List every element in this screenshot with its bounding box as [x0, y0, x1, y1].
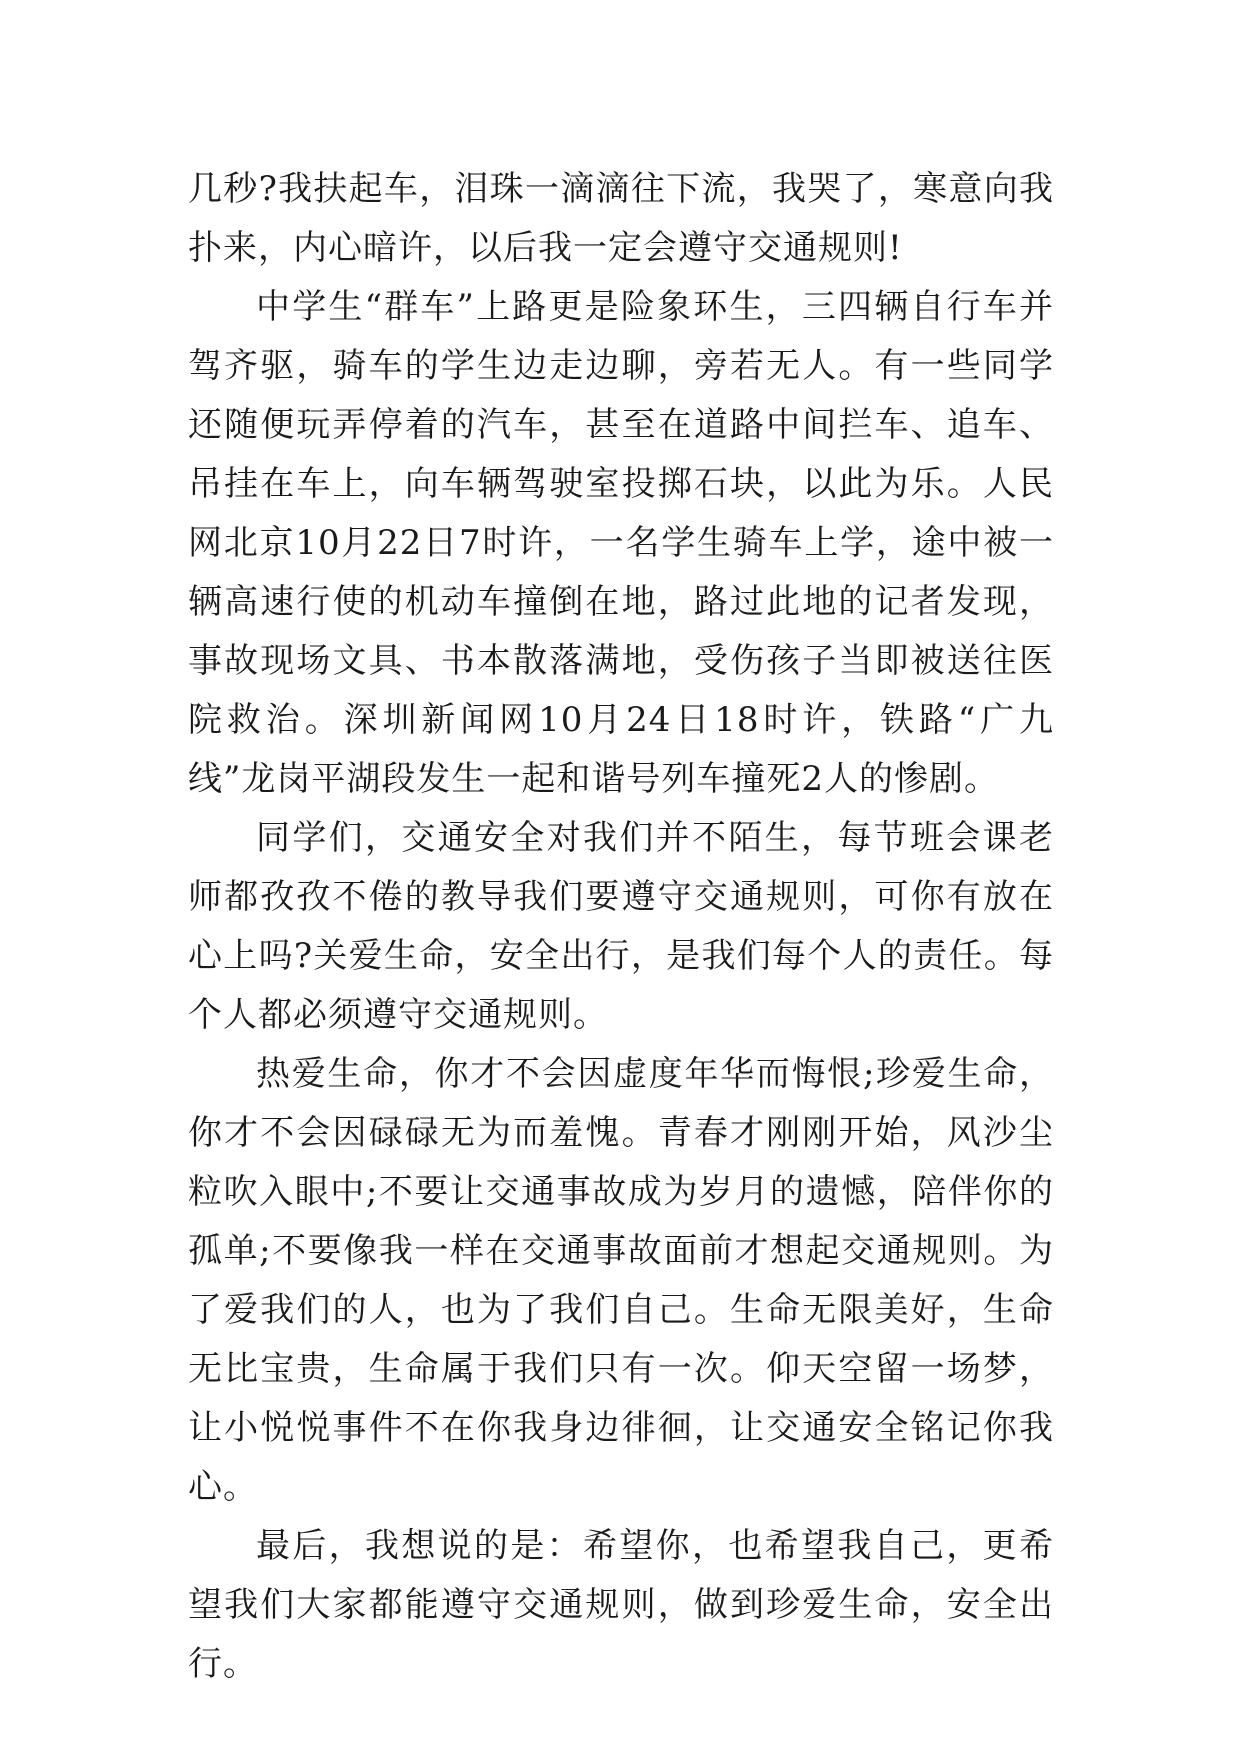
essay-body [188, 160, 1054, 1694]
paragraph-cycling-dangers: 中学生“群车”上路更是险象环生，三四辆自行车并驾齐驱，骑车的学生边走边聊，旁若无人。有一些同学还随便玩弄停着的汽车，甚至在道路中间拦车、追车、吊挂在车上，向车辆驾驶室投掷石块，以此为乐。人民网北京10月22日7时许，一名学生骑车上学，途中被一辆高速行使的机动车撞倒在地，路过此地的记者发现，事故现场文具、书本散落满地，受伤孩子当即被送往医院救治。深圳新闻网10月24日18时许，铁路“广九线”龙岗平湖段发生一起和谐号列车撞死2人的惨剧。 [188, 287, 1054, 799]
paragraph-classmates: 同学们，交通安全对我们并不陌生，每节班会课老师都孜孜不倦的教导我们要遵守交通规则，可你有放在心上吗?关爱生命，安全出行，是我们每个人的责任。每个人都必须遵守交通规则。 [188, 818, 1054, 1035]
paragraph-continuation: 几秒?我扶起车，泪珠一滴滴往下流，我哭了，寒意向我扑来，内心暗许，以后我一定会遵守交通规则! [188, 169, 1054, 268]
paragraph-love-life: 热爱生命，你才不会因虚度年华而悔恨;珍爱生命，你才不会因碌碌无为而羞愧。青春才刚刚开始，风沙尘粒吹入眼中;不要让交通事故成为岁月的遗憾，陪伴你的孤单;不要像我一样在交通事故面前才想起交通规则。为了爱我们的人，也为了我们自己。生命无限美好，生命无比宝贵，生命属于我们只有一次。仰天空留一场梦，让小悦悦事件不在你我身边徘徊，让交通安全铭记你我心。 [188, 1054, 1054, 1507]
paragraph-conclusion: 最后，我想说的是：希望你，也希望我自己，更希望我们大家都能遵守交通规则，做到珍爱生命，安全出行。 [188, 1526, 1054, 1684]
